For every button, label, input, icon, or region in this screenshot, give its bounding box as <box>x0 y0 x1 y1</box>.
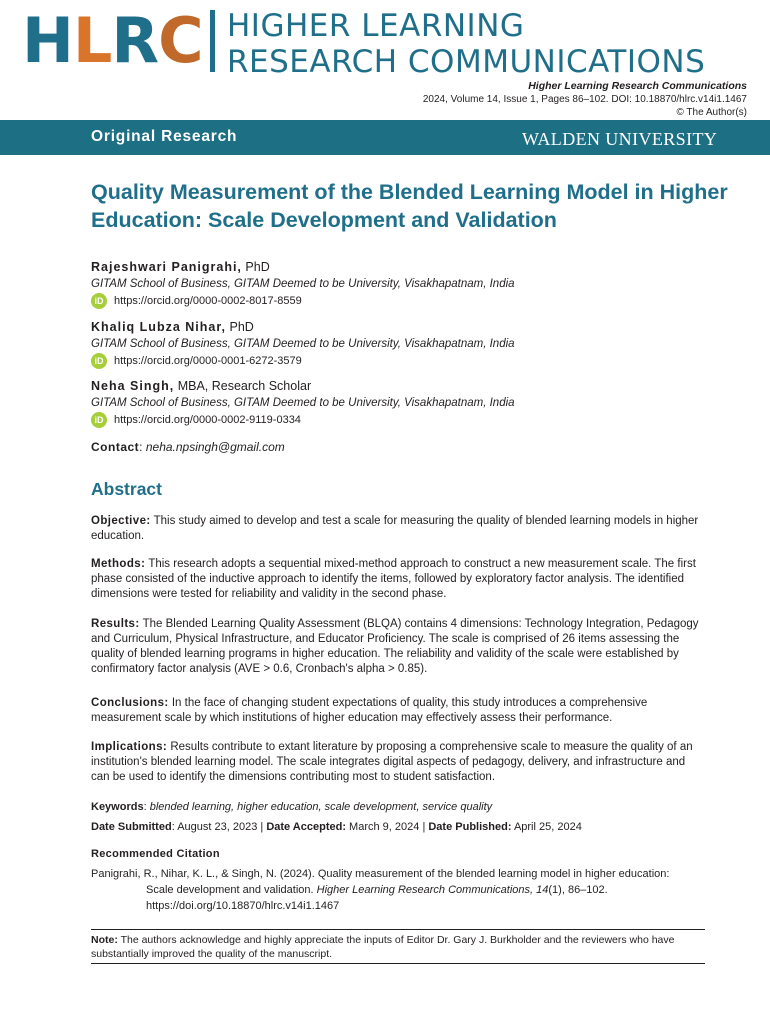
orcid-url[interactable]: https://orcid.org/0000-0002-9119-0334 <box>114 414 301 426</box>
logo-letter-c: C <box>158 4 203 77</box>
logo-divider <box>210 10 215 72</box>
author-name: Khaliq Lubza Nihar, PhD <box>91 320 254 334</box>
citation-doi[interactable]: https://doi.org/10.18870/hlrc.v14i1.1467 <box>146 900 340 912</box>
abstract-conclusions: Conclusions: In the face of changing student expectations of quality, this study introduces a comprehensive measurement scale by which institutions of higher education may effectively assess their performance. <box>91 697 648 724</box>
citation-line-1: Panigrahi, R., Nihar, K. L., & Singh, N. (2024). Quality measurement of the blended learning model in higher education: <box>91 868 670 880</box>
orcid-url[interactable]: https://orcid.org/0000-0002-8017-8559 <box>114 295 302 307</box>
article-title: Quality Measurement of the Blended Learning Model in Higher Education: Scale Development and Validation <box>91 180 728 232</box>
author-name: Rajeshwari Panigrahi, PhD <box>91 260 270 274</box>
note-rule-bottom <box>91 963 705 964</box>
keywords: Keywords: blended learning, higher education, scale development, service quality <box>91 801 493 813</box>
author-name: Neha Singh, MBA, Research Scholar <box>91 379 312 393</box>
author-affiliation: GITAM School of Business, GITAM Deemed to be University, Visakhapatnam, India <box>91 338 515 350</box>
logo-line-1: HIGHER LEARNING <box>227 8 525 44</box>
logo-wordmark <box>227 8 705 80</box>
orcid-url[interactable]: https://orcid.org/0000-0001-6272-3579 <box>114 355 302 367</box>
logo-letter-h: H <box>22 4 73 77</box>
note-rule-top <box>91 929 705 930</box>
orcid-icon: iD <box>91 293 107 309</box>
author-block <box>91 378 731 428</box>
logo-line-2: RESEARCH COMMUNICATIONS <box>227 44 706 80</box>
article-type-label: Original Research <box>91 128 238 145</box>
acknowledgement-note: Note: The authors acknowledge and highly appreciate the inputs of Editor Dr. Gary J. Burkholder and the reviewers who have substantially improved the quality of the manuscript. <box>91 934 675 960</box>
journal-info <box>423 80 747 119</box>
citation-body <box>91 866 706 914</box>
abstract-methods: Methods: This research adopts a sequential mixed-method approach to construct a new measurement scale. The first phase consisted of the inductive approach to identify the items, followed by exploratory factor analysis. The identified dimensions were tested for reliability and validity in the second phase. <box>91 558 696 600</box>
article-dates: Date Submitted: August 23, 2023 | Date Accepted: March 9, 2024 | Date Published: April 25, 2024 <box>91 821 582 833</box>
abstract-implications: Implications: Results contribute to extant literature by proposing a comprehensive scale to measure the quality of an institution's blended learning model. The scale integrates digital aspects of pedagogy, delivery, and infrastructure and can be used to identify the dimensions contributing most to student satisfaction. <box>91 741 693 783</box>
author-block <box>91 259 731 309</box>
orcid-icon: iD <box>91 412 107 428</box>
logo-letter-l: L <box>72 4 112 77</box>
author-block <box>91 319 731 369</box>
orcid-link[interactable] <box>91 412 731 428</box>
publisher-logo: WALDEN UNIVERSITY <box>522 129 718 149</box>
journal-copyright: © The Author(s) <box>676 107 747 118</box>
abstract-results: Results: The Blended Learning Quality Assessment (BLQA) contains 4 dimensions: Technology Integration, Pedagogy and Curriculum, Physical Infrastructure, and Educator Proficiency. The scale is comprised of 26 items assessing the quality of blended learning programs in higher education. The reliability and validity of the scale were established by confirmatory factor analysis (AVE > 0.6, Cronbach's alpha > 0.85). <box>91 618 699 675</box>
orcid-icon: iD <box>91 353 107 369</box>
logo-mark <box>22 4 203 77</box>
orcid-link[interactable] <box>91 353 731 369</box>
contact-line: Contact: neha.npsingh@gmail.com <box>91 440 285 454</box>
orcid-link[interactable] <box>91 293 731 309</box>
abstract-objective: Objective: This study aimed to develop and test a scale for measuring the quality of blended learning models in higher education. <box>91 515 699 542</box>
journal-issue: 2024, Volume 14, Issue 1, Pages 86–102. DOI: 10.18870/hlrc.v14i1.1467 <box>422 94 747 105</box>
contact-label: Contact <box>91 440 140 454</box>
contact-email[interactable]: neha.npsingh@gmail.com <box>145 440 285 454</box>
article-type-band <box>0 120 770 155</box>
citation-heading: Recommended Citation <box>91 848 220 860</box>
logo-letter-r: R <box>111 4 159 77</box>
citation-line-2: Scale development and validation. Higher Learning Research Communications, 14(1), 86–102. <box>146 884 608 896</box>
abstract-heading: Abstract <box>91 479 162 499</box>
journal-title: Higher Learning Research Communications <box>528 80 747 92</box>
author-affiliation: GITAM School of Business, GITAM Deemed to be University, Visakhapatnam, India <box>91 397 515 409</box>
author-affiliation: GITAM School of Business, GITAM Deemed to be University, Visakhapatnam, India <box>91 278 515 290</box>
